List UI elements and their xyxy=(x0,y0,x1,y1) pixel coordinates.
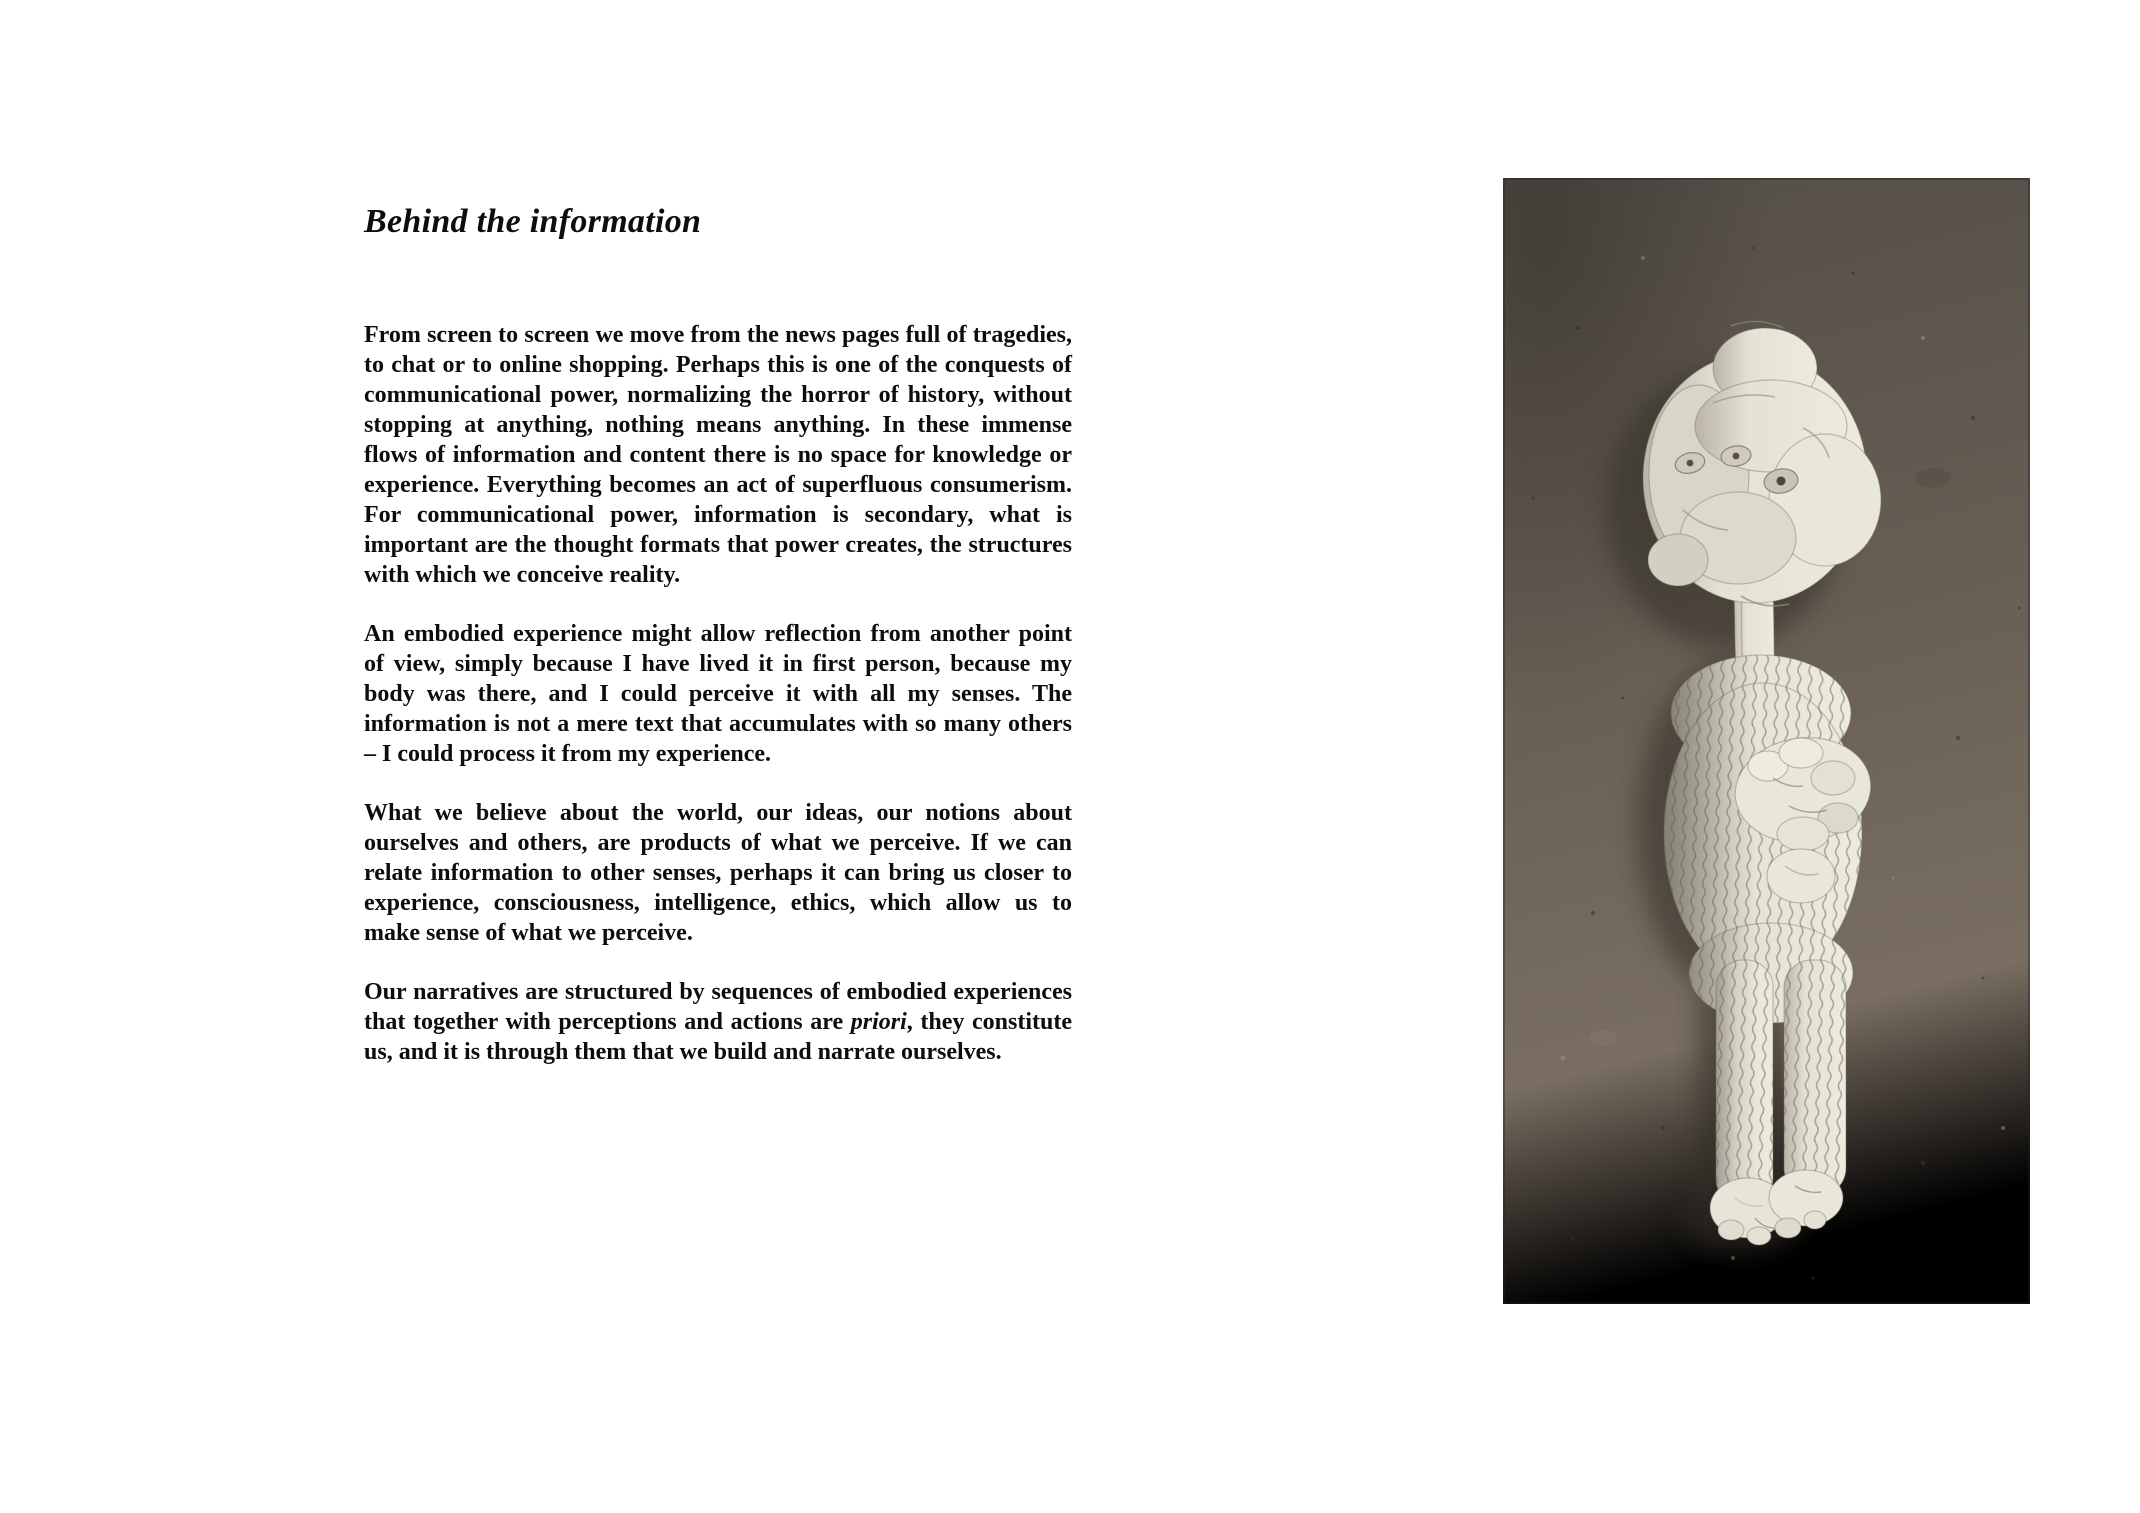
italic-term: priori xyxy=(850,1009,907,1035)
clay-figurine-photo xyxy=(1503,178,2030,1304)
clay-figurine-illustration xyxy=(1503,178,2030,1304)
page-title: Behind the information xyxy=(364,203,702,240)
paragraph-4-text: Our narratives are structured by sequences of embodied experiences that together with perceptions and actions are xyxy=(364,979,1072,1035)
paragraph-1: From screen to screen we move from the news pages full of tragedies, to chat or to online shopping. Perhaps this is one of the conquests of communicational power, normalizing the horror of history, without stopping at anything, nothing means anything. In these immense flows of information and content there is no space for knowledge or experience. Everything becomes an act of superfluous consumerism. For communicational power, information is secondary, what is important are the thought formats that power creates, the structures with which we conceive reality. xyxy=(364,322,1072,588)
paragraph-4-text-end: , they constitute us, and it is through them that we build and narrate ourselves. xyxy=(364,1009,1073,1065)
article-body xyxy=(364,320,1072,1067)
paragraph-3: What we believe about the world, our ideas, our notions about ourselves and others, are products of what we perceive. If we can relate information to other senses, perhaps it can bring us closer to experience, consciousness, intelligence, ethics, which allow us to make sense of what we perceive. xyxy=(364,800,1072,946)
paragraph-4 xyxy=(364,977,1072,1067)
paragraph-2: An embodied experience might allow reflection from another point of view, simply because I have lived it in first person, because my body was there, and I could perceive it with all my senses. The information is not a mere text that accumulates with so many others – I could process it from my experience. xyxy=(364,621,1072,767)
